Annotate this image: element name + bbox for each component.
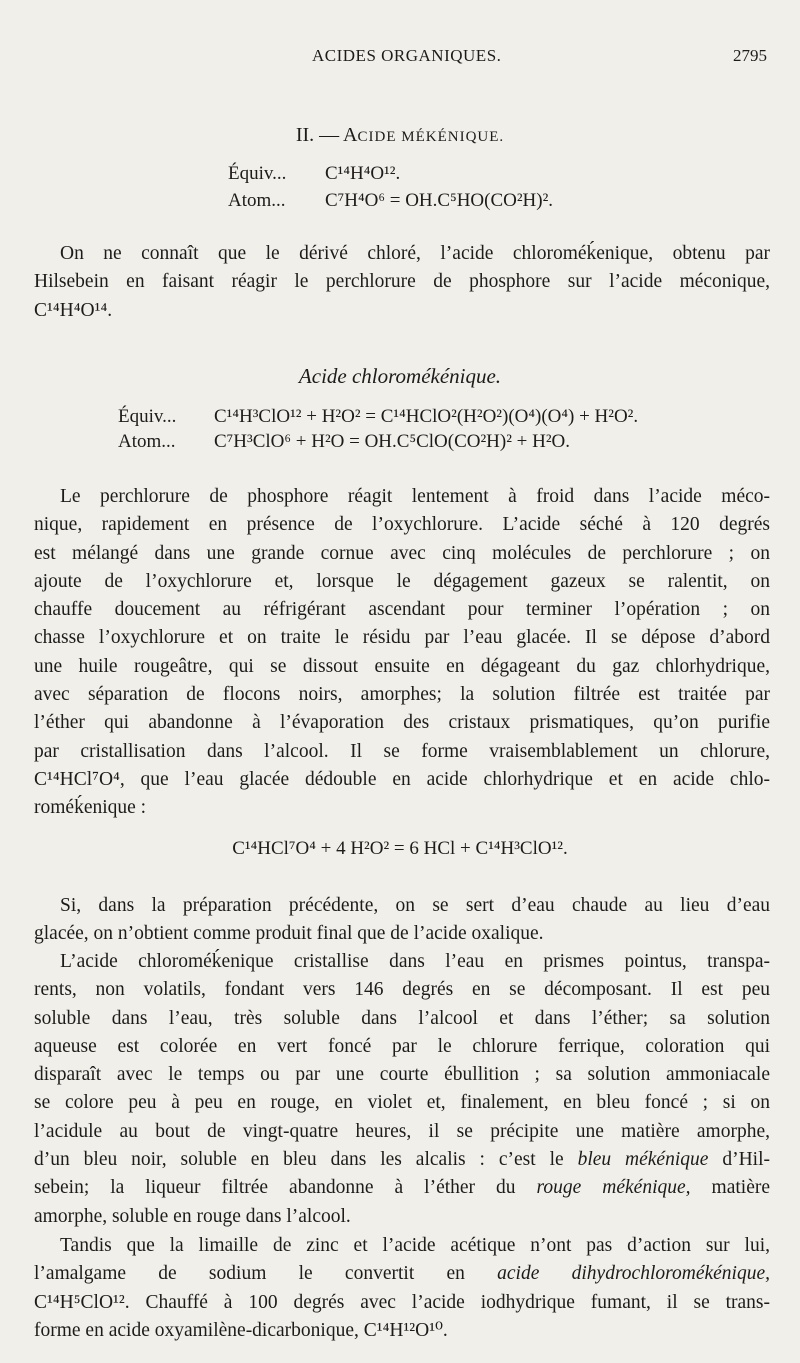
text-line: nique, rapidement en présence de l’oxychlorure. L’acide séché à 120 degrés bbox=[34, 514, 770, 536]
text-line: roméḱenique : bbox=[34, 797, 147, 819]
reaction-equation: C¹⁴HCl⁷O⁴ + 4 H²O² = 6 HCl + C¹⁴H³ClO¹². bbox=[232, 838, 568, 859]
text-line-mixed bbox=[34, 1146, 770, 1174]
term-bleu-mekenique: bleu mékénique bbox=[577, 1149, 709, 1171]
paragraph-properties bbox=[34, 948, 770, 1231]
text-line: ajoute de l’oxychlorure et, lorsque le dégagement gazeux se ralentit, on bbox=[34, 570, 770, 592]
formula-equiv-label: Équiv... bbox=[228, 163, 287, 184]
subsection-title: Acide chloromékénique. bbox=[298, 364, 502, 388]
formula-atom: C⁷H³ClO⁶ + H²O = OH.C⁵ClO(CO²H)² + H²O. bbox=[214, 431, 571, 452]
text-segment: d’Hil- bbox=[708, 1149, 770, 1171]
text-line: par cristallisation dans l’alcool. Il se forme vraisemblablement un chlorure, bbox=[34, 740, 770, 762]
page-header bbox=[0, 46, 800, 70]
text-line: une huile rougeâtre, qui se dissout ensuite en dégageant du gaz chlorhydrique, bbox=[34, 655, 770, 677]
section-numeral: II. — bbox=[295, 124, 344, 146]
text-line: On ne connaît que le dérivé chloré, l’acide chloroméḱenique, obtenu par bbox=[60, 243, 770, 264]
text-line: Tandis que la limaille de zinc et l’acide acétique n’ont pas d’action sur lui, bbox=[60, 1235, 770, 1256]
section-title-rest: CIDE MÉKÉNIQUE. bbox=[357, 129, 505, 145]
text-line: est mélangé dans une grande cornue avec cinq molécules de perchlorure ; on bbox=[34, 542, 770, 564]
text-segment: d’un bleu noir, soluble en bleu dans les alcalis : c’est le bbox=[34, 1149, 578, 1171]
text-line: rents, non volatils, fondant vers 146 degrés en se décomposant. Il est peu bbox=[34, 979, 770, 1001]
text-line: disparaît avec le temps ou par une courte ébullition ; sa solution ammoniacale bbox=[34, 1064, 770, 1086]
text-line: C¹⁴HCl⁷O⁴, que l’eau glacée dédouble en acide chlorhydrique et en acide chlo- bbox=[34, 768, 770, 790]
formula-equiv: C¹⁴H³ClO¹² + H²O² = C¹⁴HClO²(H²O²)(O⁴)(O⁴) + H²O². bbox=[214, 406, 639, 427]
running-head: ACIDES ORGANIQUES. bbox=[312, 46, 502, 65]
text-line: l’acidule au bout de vingt-quatre heures, il se précipite une matière amorphe, bbox=[34, 1120, 770, 1142]
formula-equiv: C¹⁴H⁴O¹². bbox=[325, 163, 401, 184]
paragraph-hot-water bbox=[34, 892, 770, 949]
formula-equiv-label: Équiv... bbox=[118, 406, 177, 427]
text-line-mixed bbox=[34, 1174, 770, 1202]
formula-atom: C⁷H⁴O⁶ = OH.C⁵HO(CO²H)². bbox=[325, 190, 554, 211]
text-line: C¹⁴H⁵ClO¹². Chauffé à 100 degrés avec l’acide iodhydrique fumant, il se trans- bbox=[34, 1291, 770, 1313]
text-line: Si, dans la préparation précédente, on se sert d’eau chaude au lieu d’eau bbox=[60, 895, 770, 916]
paragraph-preparation bbox=[34, 483, 770, 823]
term-rouge-mekenique: rouge mékénique, bbox=[536, 1177, 691, 1199]
section-title-cap: A bbox=[343, 124, 358, 146]
text-line: avec séparation de flocons noirs, amorphes; la solution filtrée est traitée par bbox=[34, 684, 770, 706]
text-line: aqueuse est colorée en vert foncé par le chlorure ferrique, coloration qui bbox=[34, 1035, 770, 1057]
term-dihydro-acid: acide dihydrochloromékénique, bbox=[497, 1263, 770, 1285]
formula-atom-label: Atom... bbox=[118, 431, 176, 452]
text-line: se colore peu à peu en rouge, en violet et, finalement, en bleu foncé ; si on bbox=[34, 1092, 770, 1114]
text-line: Hilsebein en faisant réagir le perchlorure de phosphore sur l’acide méconique, bbox=[34, 271, 770, 293]
formula-atom-label: Atom... bbox=[228, 190, 286, 211]
paragraph-reduction bbox=[34, 1232, 770, 1345]
text-line: soluble dans l’eau, très soluble dans l’alcool et dans l’éther; sa solution bbox=[34, 1007, 770, 1029]
text-line: C¹⁴H⁴O¹⁴. bbox=[34, 299, 113, 321]
text-line-mixed bbox=[34, 1260, 770, 1288]
page-number: 2795 bbox=[733, 46, 767, 65]
text-line: glacée, on n’obtient comme produit final que de l’acide oxalique. bbox=[34, 923, 544, 945]
section-title bbox=[0, 124, 800, 147]
text-segment: sebein; la liqueur filtrée abandonne à l’éther du bbox=[34, 1177, 537, 1199]
text-segment: matière bbox=[690, 1177, 770, 1199]
text-segment: l’amalgame de sodium le convertit en bbox=[34, 1263, 498, 1285]
text-line: amorphe, soluble en rouge dans l’alcool. bbox=[34, 1205, 351, 1227]
text-line: chasse l’oxychlorure et on traite le résidu par l’eau glacée. Il se dépose d’abord bbox=[34, 627, 770, 649]
text-line: chauffe doucement au réfrigérant ascendant pour terminer l’opération ; on bbox=[34, 599, 770, 621]
text-line: L’acide chloroméḱenique cristallise dans l’eau en prismes pointus, transpa- bbox=[60, 951, 770, 972]
text-line: forme en acide oxyamilène-dicarbonique, C¹⁴H¹²O¹⁰. bbox=[34, 1319, 448, 1341]
paragraph-intro bbox=[34, 240, 770, 325]
text-line: l’éther qui abandonne à l’évaporation des cristaux prismatiques, qu’on purifie bbox=[34, 712, 770, 734]
text-line: Le perchlorure de phosphore réagit lentement à froid dans l’acide méco- bbox=[60, 486, 770, 507]
